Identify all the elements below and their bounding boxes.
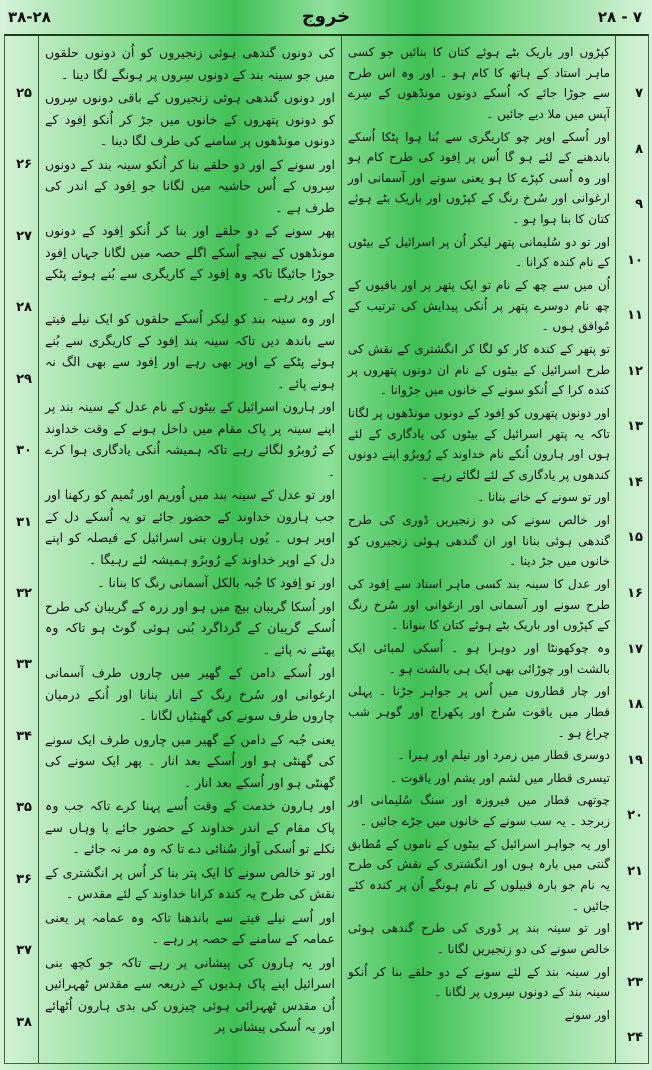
verse-paragraph: اور دونوں گندھی ہوئی زنجیروں کے باقی دونوں سِروں کو دونوں پتھروں کے خانوں میں جڑ کر اُنکو اِفود کے دونوں مونڈھوں پر سامنے کی طرف لگا دینا ۔ [45, 90, 335, 148]
verse-paragraph: اور ہارون اسرائیل کے بیٹوں کے نام عدل کے سینہ بند پر اپنے سینہ پر پاک مقام میں داخل ہونے کے وقت خداوند کے رُوبرُو لگائے رہے تاکہ ہمیشہ اُنکی یادگاری ہوا کرے ۔ [45, 399, 335, 479]
chapter-verse-range-right: ۲۸ - ۷ [597, 8, 642, 26]
verse-number: ۳۷ [16, 943, 32, 958]
verse-paragraph: اور سینہ بند کے لئے سونے کے دو حلقے بنا کر اُنکو سینہ بند کے دونوں سِروں پر لگانا ۔ [348, 964, 610, 1000]
verse-number: ۲۹ [16, 372, 32, 387]
chapter-verse-range-left: ۳۸-۲۸ [8, 8, 51, 26]
book-title: خروج [301, 6, 351, 27]
verse-number: ۲۸ [16, 300, 32, 315]
verse-paragraph: اور یہ جواہر اسرائیل کے بیٹوں کے ناموں کے مُطابق گنتی میں بارہ ہوں اور انگشتری کے نقش کی طرح یہ نام جو بارہ قبیلوں کے نام ہونگے اُن پر کندہ کئے جائیں ۔ [348, 836, 610, 913]
verse-paragraph: اور اُسے نیلے فیتے سے باندھنا تاکہ وہ عمامہ پر یعنی عمامہ کے سامنے کے حصہ پر رہے ۔ [45, 909, 335, 946]
verse-number: ۲۶ [16, 157, 32, 172]
verse-number: ۳۸ [16, 1015, 32, 1030]
verse-paragraph: دوسری قطار میں زمرد اور نیلم اور ہیرا ۔ [397, 748, 610, 763]
verse-number: ۳۱ [16, 515, 32, 530]
verse-number: ۲۱ [627, 864, 643, 879]
verse-number: ۳۶ [16, 872, 32, 887]
left-text-column [45, 42, 335, 1040]
verse-number: ۱۰ [627, 253, 643, 268]
verse-paragraph: اور وہ سینہ بند کو لیکر اُسکے حلقوں کو ایک نیلے فیتے سے باندھ دیں تاکہ سینہ بند اِفود کے کاریگری سے بُنے ہوئے پٹکے کے اوپر بھی رہے اور اِفود سے بھی الگ نہ ہونے پائے ۔ [45, 311, 335, 391]
verse-number: ۲۷ [16, 229, 32, 244]
column-rule [38, 36, 39, 1063]
verse-number: ۳۲ [16, 586, 32, 601]
verse-paragraph: اور یہ ہارون کی پیشانی پر رہے تاکہ جو کچھ بنی اسرائیل اپنے پاک ہدیوں کے ذریعہ سے مقدس ٹھہرائیں اُن مقدس ٹھہرائی ہوئی چیزوں کی بدی ہارون اُٹھائے اور یہ اُسکی پیشانی پر [45, 954, 335, 1034]
verse-number: ۲۵ [16, 86, 32, 101]
verse-paragraph: اور اُسکے دامن کے گھیر میں چاروں طرف آسمانی ارغوانی اور سُرخ رنگ کے انار بنانا اور اُنکے درمیان چاروں طرف سونے کی گھنٹیاں لگانا ۔ [45, 665, 335, 723]
verse-paragraph: اور سونے [564, 1007, 610, 1022]
verse-number: ۲۰ [627, 808, 643, 823]
verse-paragraph: اور تو خالص سونے کا ایک پتر بنا کر اُس پر انگشتری کے نقش کی طرح یہ کندہ کرانا خداوند کے لئے مقدس ۔ [45, 864, 335, 901]
verse-paragraph: اور تو سینہ بند پر ڈوری کی طرح گندھی ہوئی خالص سونے کی دو زنجیریں لگانا ۔ [348, 921, 610, 956]
verse-paragraph: اُن میں سے چھ کے نام تو ایک پتھر پر اور باقیوں کے چھ نام دوسرے پتھر پر اُنکی پیدایش کی ترتیب کے مُوافق ہوں ۔ [348, 278, 610, 334]
verse-paragraph: اور تو دو سُلیمانی پتھر لیکر اُن پر اسرائیل کے بیٹوں کے نام کندہ کرانا ۔ [348, 234, 610, 270]
verse-paragraph: تیسری قطار میں لشم اور یشم اور یاقوت ۔ [390, 770, 610, 785]
verse-paragraph: وہ چوکھونٹا اور دوہرا ہو ۔ اُسکی لمبائی ایک بالشت اور چوڑائی بھی ایک ہی بالشت ہو ۔ [348, 640, 610, 676]
verse-number: ۲۳ [627, 975, 643, 990]
verse-number: ۱۵ [627, 530, 643, 545]
verse-paragraph: اور خالص سونے کی دو زنجیریں ڈوری کی طرح گندھی ہوئی بنانا اور ان گندھی ہوئی زنجیروں کو خانوں میں جڑ دینا ۔ [348, 513, 610, 569]
verse-number: ۱۶ [627, 586, 643, 601]
verse-number: ۱۳ [627, 419, 643, 434]
verse-paragraph: کی دونوں گندھی ہوئی زنجیروں کو اُن دونوں حلقوں میں جو سینہ بند کے دونوں سِروں پر ہونگے لگا دینا ۔ [45, 45, 335, 82]
verse-number: ۷ [635, 86, 643, 101]
verse-paragraph: اور اُسکے اوپر چو کاریگری سے بُنا ہوا پٹکا اُسکے باندھنے کے لئے ہو گا اُس پر اِفود کی طرح کام ہو اور وہ اُسی کپڑے کا ہو یعنی سونے اور آسمانی اور ارغوانی اور سُرخ رنگ کے کپڑوں اور باریک بٹے ہوئے کتان کا بنا ہوا ہو ۔ [348, 129, 610, 227]
verse-paragraph: اور عدل کا سینہ بند کسی ماہر استاد سے اِفود کی طرح سونے اور آسمانی اور ارغوانی اور سُرخ رنگ کے کپڑوں اور باریک بٹے ہوئے کتان کا بنوانا ۔ [348, 577, 610, 633]
page-frame [4, 34, 649, 1064]
verse-paragraph: کپڑوں اور باریک بٹے ہوئے کتان کا بنائیں جو کسی ماہر استاد کے ہاتھ کا کام ہو ۔ اور وہ اس طرح سے جوڑا جائے کہ اُسکے دونوں مونڈھوں کے سِرے آپس میں ملا دیے جائیں ۔ [348, 45, 610, 121]
verse-number: ۲۲ [627, 919, 643, 934]
verse-number: ۸ [635, 142, 643, 157]
verse-paragraph: اور تو اِفود کا جُبہ بالکل آسمانی رنگ کا بنانا ۔ [97, 575, 335, 590]
verse-paragraph: اور چار قطاروں میں اُس پر جواہر جڑنا ۔ پہلی قطار میں یاقوت سُرخ اور پکھراج اور گوہر شب چراغ ہو ۔ [348, 684, 610, 740]
verse-number: ۳۵ [16, 800, 32, 815]
verse-number: ۲۴ [627, 1030, 643, 1045]
verse-number: ۳۳ [16, 657, 32, 672]
verse-paragraph: اور اُسکا گریبان بیچ میں ہو اور زرہ کے گریبان کی طرح اُسکے گریبان کے گرداگرد بُنی ہوئی گوٹ ہو تاکہ وہ پھٹنے نہ پائے ۔ [45, 598, 335, 657]
verse-number: ۱۷ [627, 642, 643, 657]
verse-number: ۱۹ [627, 753, 643, 768]
column-divider [341, 36, 342, 1063]
verse-paragraph: اور تو عدل کے سینہ بند میں اُوریم اور تُمیم کو رکھنا اور جب ہارون خداوند کے حضور جائے تو یہ اُسکے دل کے اوپر ہوں ۔ یُوں ہارون بنی اسرائیل کے فیصلہ کو اپنے دل کے اوپر خداوند کے رُوبرُو ہمیشہ لئے رہیگا ۔ [45, 487, 335, 567]
verse-number: ۱۸ [627, 697, 643, 712]
verse-number: ۱۱ [627, 308, 643, 323]
verse-number: ۱۴ [627, 475, 643, 490]
verse-paragraph: اور ہارون خدمت کے وقت اُسے پہنا کرے تاکہ جب وہ پاک مقام کے اندر خداوند کے حضور جائے یا وہاں سے نکلے تو اُسکی آواز سُنائی دے تا کہ وہ مر نہ جائے ۔ [45, 798, 335, 856]
verse-paragraph: اور تو سونے کے خانے بنانا ۔ [477, 490, 610, 505]
verse-paragraph: چوتھی قطار میں فیروزہ اور سنگ سُلیمانی اور زبرجد ۔ یہ سب سونے کے خانوں میں جڑے جائیں ۔ [348, 793, 610, 829]
column-rule [615, 36, 616, 1063]
verse-number: ۹ [635, 197, 643, 212]
right-text-column [348, 42, 610, 1027]
verse-number: ۳۰ [16, 443, 32, 458]
verse-paragraph: تو پتھر کے کندہ کار کو لگا کر انگشتری کے نقش کی طرح اسرائیل کے بیٹوں کے نام ان دونوں پتھروں پر کندہ کرا کے اُنکو سونے کے خانوں میں جڑوانا ۔ [348, 341, 610, 398]
verse-paragraph: اور سونے کے اور دو حلقے بنا کر اُنکو سینہ بند کے دونوں سِروں کے اُس حاشیہ میں لگانا جو اِفود کے اندر کی طرف ہے ۔ [45, 156, 335, 215]
verse-paragraph: پھر سونے کے دو حلقے اور بنا کر اُنکو اِفود کے دونوں مونڈھوں کے نیچے اُسکے اگلے حصہ میں لگانا جہاں اِفود جوڑا جائیگا تاکہ وہ اِفود کے کاریگری سے بُنے ہوئے پٹکے کے اوپر رہے ۔ [45, 223, 335, 303]
verse-paragraph: اور دونوں پتھروں کو اِفود کے دونوں مونڈھوں پر لگانا تاکہ یہ پتھر اسرائیل کے بیٹوں کی یادگاری کے لئے ہوں اور ہارون اُنکے نام خداوند کے رُوبرُو اپنے دونوں کندھوں پر یادگاری کے لئے لگائے رہے ۔ [348, 405, 610, 482]
verse-paragraph: یعنی جُبہ کے دامن کے گھیر میں چاروں طرف ایک سونے کی گھنٹی ہو اور اُسکے بعد انار ۔ پھر ایک سونے کی گھنٹی ہو اور اُسکے بعد انار ۔ [45, 731, 335, 790]
page-header [0, 0, 652, 34]
verse-number: ۳۴ [16, 729, 32, 744]
verse-number: ۱۲ [627, 364, 643, 379]
